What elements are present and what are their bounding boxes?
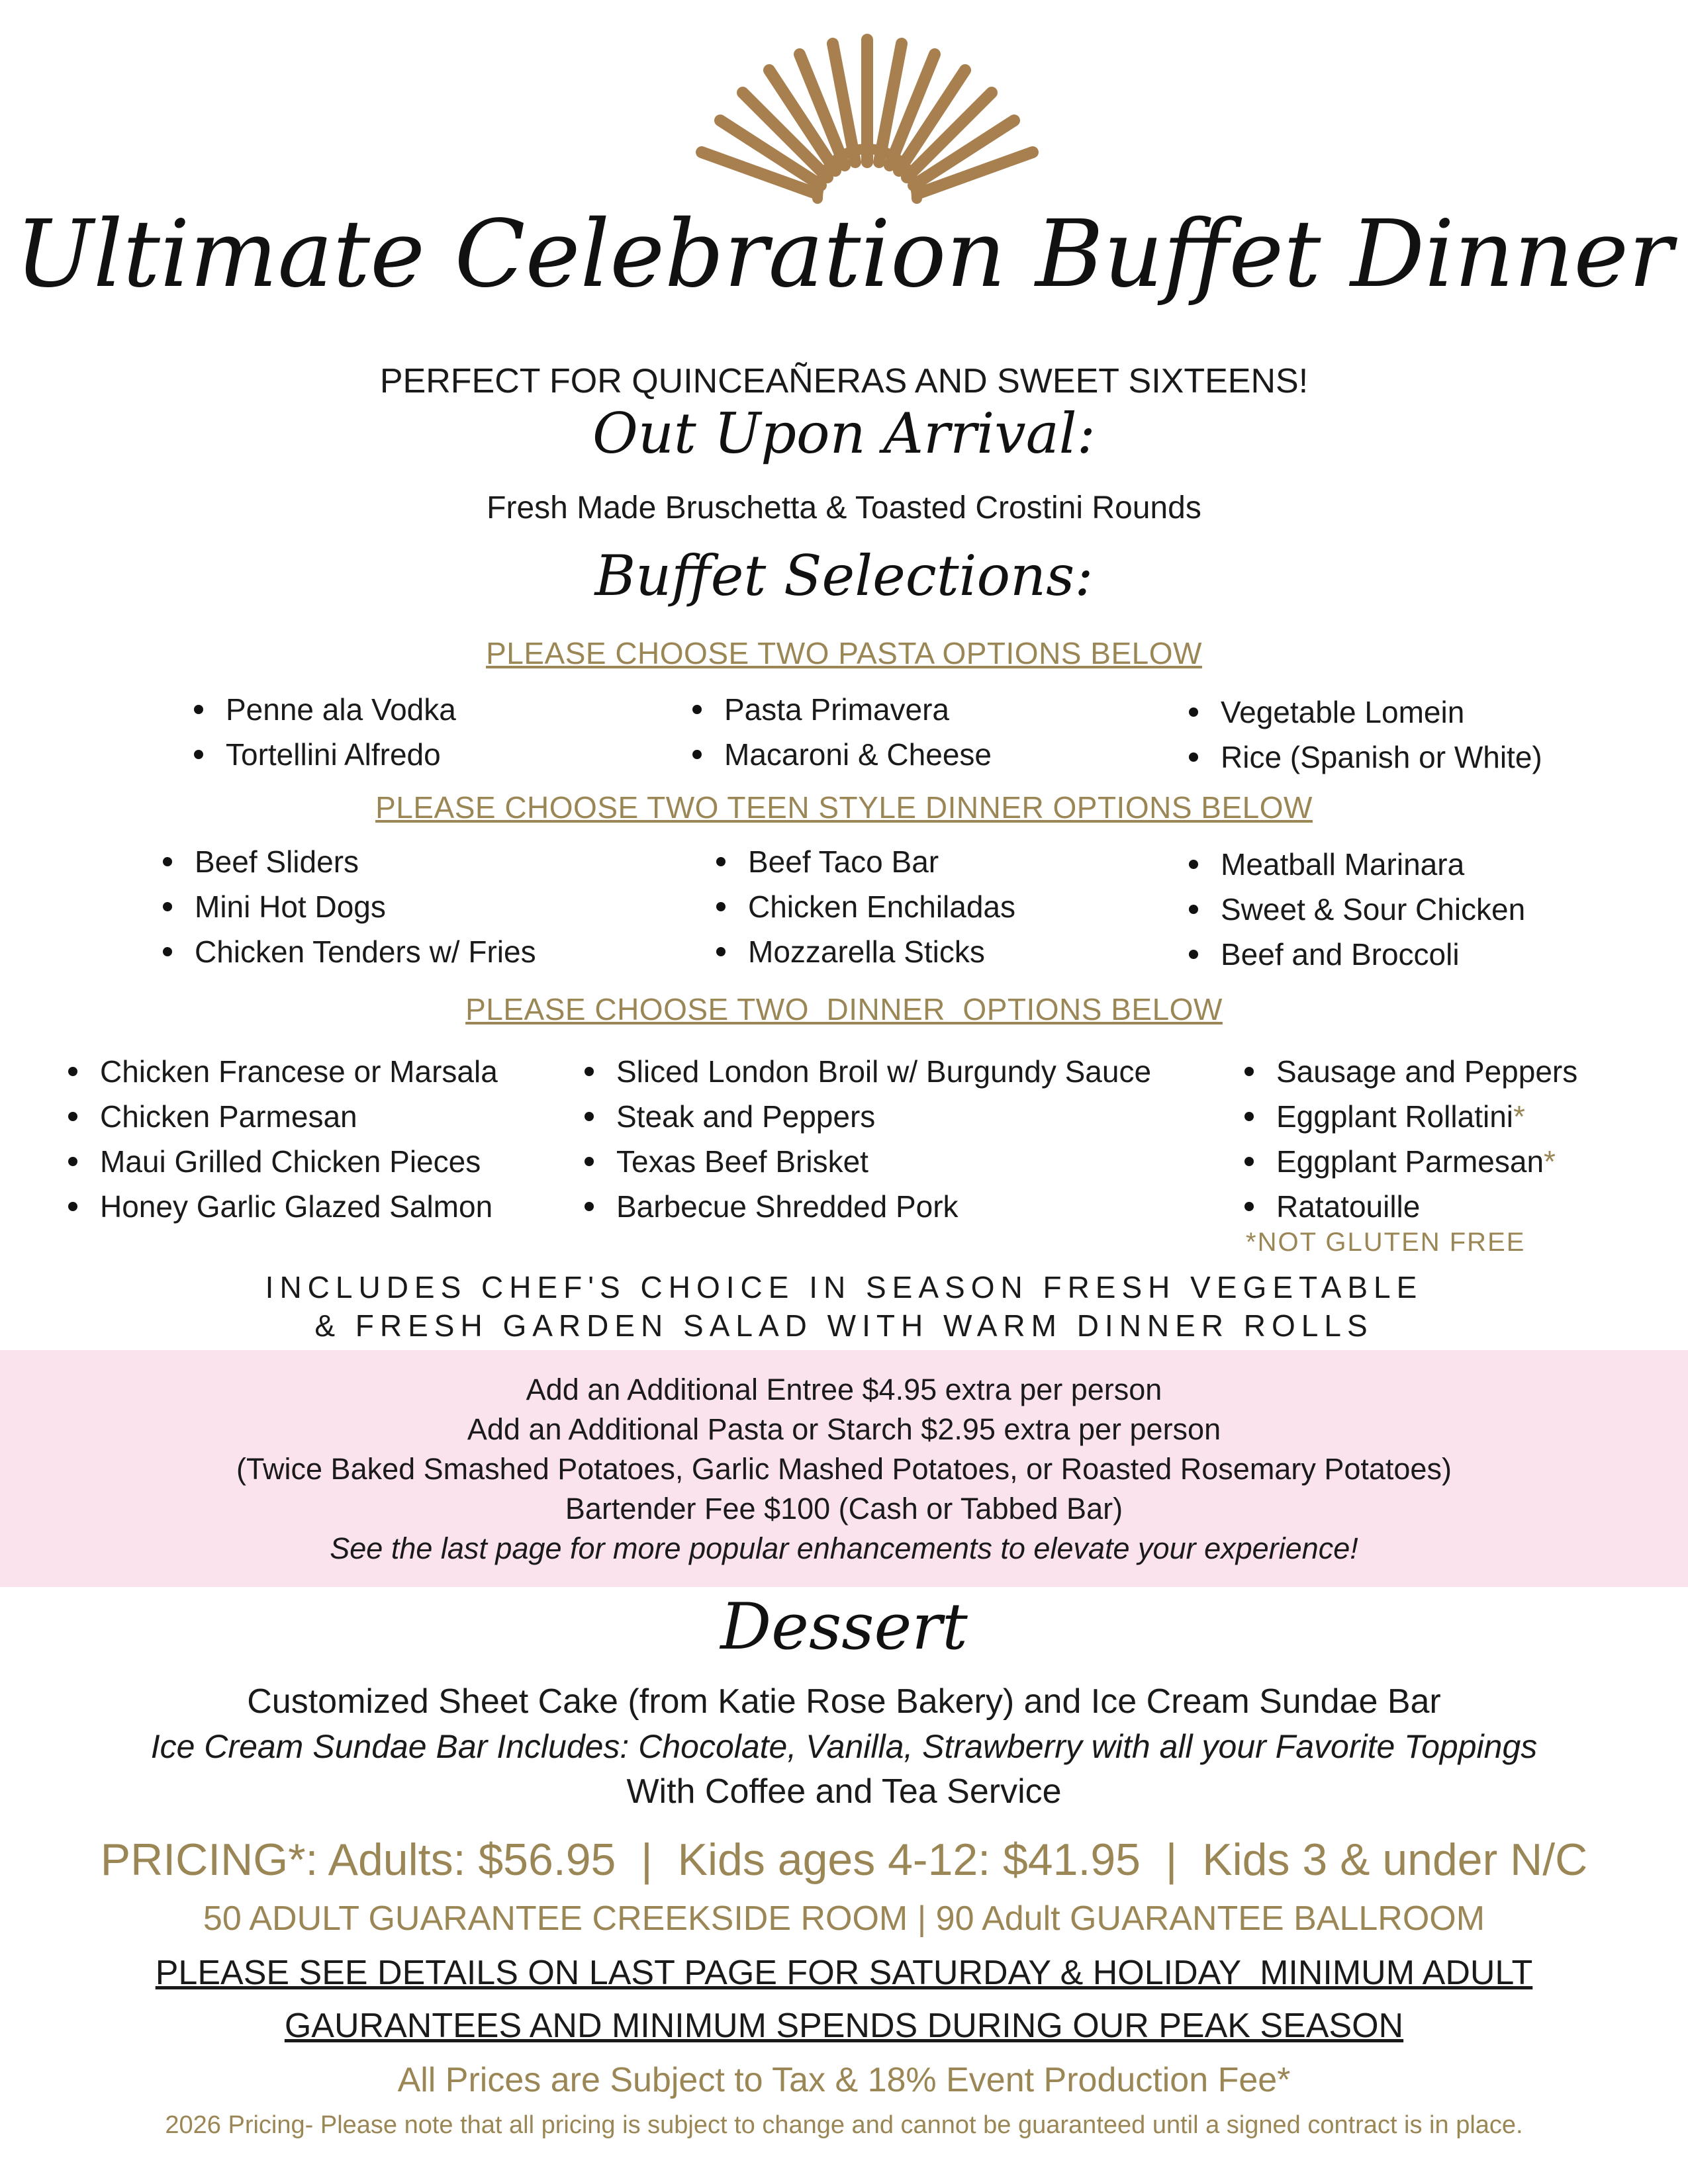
list-item: Steak and Peppers (579, 1094, 1151, 1139)
page-title: Ultimate Celebration Buffet Dinner (15, 201, 1673, 308)
buffet-heading: Buffet Selections: (594, 543, 1094, 608)
list-item: Sweet & Sour Chicken (1184, 887, 1525, 932)
list-item (1239, 1094, 1577, 1139)
teen-section-header: PLEASE CHOOSE TWO TEEN STYLE DINNER OPTIONS BELOW (375, 790, 1313, 825)
list-item-label: Eggplant Rollatini (1276, 1099, 1514, 1134)
list-item: Macaroni & Cheese (687, 732, 992, 777)
list-item: Barbecue Shredded Pork (579, 1184, 1151, 1229)
dinner-list-col2 (579, 1049, 1151, 1229)
pasta-section-header: PLEASE CHOOSE TWO PASTA OPTIONS BELOW (486, 636, 1202, 670)
list-item: Sliced London Broil w/ Burgundy Sauce (579, 1049, 1151, 1094)
dinner-section-header: PLEASE CHOOSE TWO DINNER OPTIONS BELOW (465, 992, 1223, 1026)
dinner-list-col1 (63, 1049, 498, 1229)
list-item: Pasta Primavera (687, 687, 992, 732)
arrival-text: Fresh Made Bruschetta & Toasted Crostini Rounds (487, 490, 1201, 525)
addons-band (0, 1350, 1688, 1587)
list-item: Chicken Tenders w/ Fries (158, 929, 536, 974)
addon-starch-options: (Twice Baked Smashed Potatoes, Garlic Mashed Potatoes, or Roasted Rosemary Potatoes) (236, 1452, 1452, 1486)
list-item: Tortellini Alfredo (189, 732, 456, 777)
addon-entree: Add an Additional Entree $4.95 extra per person (526, 1373, 1162, 1406)
list-item: Beef Taco Bar (711, 839, 1015, 884)
pricing-details-line-1: PLEASE SEE DETAILS ON LAST PAGE FOR SATURDAY & HOLIDAY MINIMUM ADULT (155, 1954, 1533, 1992)
list-item: Chicken Enchiladas (711, 884, 1015, 929)
list-item: Texas Beef Brisket (579, 1139, 1151, 1184)
sunburst-logo-icon (682, 26, 1053, 205)
list-item (1239, 1139, 1577, 1184)
list-item: Vegetable Lomein (1184, 690, 1542, 735)
list-item: Ratatouille (1239, 1184, 1577, 1229)
gluten-asterisk: * (1544, 1144, 1556, 1179)
dessert-line-2: Ice Cream Sundae Bar Includes: Chocolate, Vanilla, Strawberry with all your Favorite Toppings (150, 1728, 1538, 1765)
pasta-list-col3 (1184, 690, 1542, 780)
addon-starch: Add an Additional Pasta or Starch $2.95 extra per person (467, 1412, 1221, 1446)
pricing-guarantee: 50 ADULT GUARANTEE CREEKSIDE ROOM | 90 Adult GUARANTEE BALLROOM (203, 1899, 1485, 1938)
list-item: Maui Grilled Chicken Pieces (63, 1139, 498, 1184)
includes-line-2: & FRESH GARDEN SALAD WITH WARM DINNER ROLLS (314, 1308, 1374, 1343)
pasta-list-col2 (687, 687, 992, 777)
list-item: Sausage and Peppers (1239, 1049, 1577, 1094)
pricing-disclaimer: 2026 Pricing- Please note that all pricing is subject to change and cannot be guaranteed until a signed contract is in place. (165, 2111, 1523, 2139)
includes-line-1: INCLUDES CHEF'S CHOICE IN SEASON FRESH VEGETABLE (265, 1270, 1423, 1304)
list-item: Chicken Parmesan (63, 1094, 498, 1139)
list-item: Penne ala Vodka (189, 687, 456, 732)
teen-list-col2 (711, 839, 1015, 974)
list-item-label: Eggplant Parmesan (1276, 1144, 1544, 1179)
dessert-heading: Dessert (720, 1590, 968, 1664)
list-item: Meatball Marinara (1184, 842, 1525, 887)
gluten-note: *NOT GLUTEN FREE (1246, 1228, 1526, 1257)
arrival-heading: Out Upon Arrival: (592, 401, 1096, 466)
list-item: Mozzarella Sticks (711, 929, 1015, 974)
list-item: Honey Garlic Glazed Salmon (63, 1184, 498, 1229)
pricing-details-line-2: GAURANTEES AND MINIMUM SPENDS DURING OUR PEAK SEASON (284, 2007, 1404, 2045)
subtitle: PERFECT FOR QUINCEAÑERAS AND SWEET SIXTEENS! (379, 362, 1309, 400)
pasta-list-col1 (189, 687, 456, 777)
list-item: Beef and Broccoli (1184, 932, 1525, 977)
addon-bartender: Bartender Fee $100 (Cash or Tabbed Bar) (565, 1492, 1123, 1525)
list-item: Chicken Francese or Marsala (63, 1049, 498, 1094)
list-item: Mini Hot Dogs (158, 884, 536, 929)
teen-list-col1 (158, 839, 536, 974)
teen-list-col3 (1184, 842, 1525, 977)
gluten-asterisk: * (1513, 1099, 1525, 1134)
dessert-line-3: With Coffee and Tea Service (626, 1772, 1062, 1811)
pricing-main: PRICING*: Adults: $56.95 | Kids ages 4-12: $41.95 | Kids 3 & under N/C (100, 1835, 1588, 1885)
dinner-list-col3 (1239, 1049, 1577, 1229)
list-item: Beef Sliders (158, 839, 536, 884)
list-item: Rice (Spanish or White) (1184, 735, 1542, 780)
addon-enhancements-note: See the last page for more popular enhancements to elevate your experience! (330, 1531, 1358, 1565)
pricing-tax: All Prices are Subject to Tax & 18% Event Production Fee* (397, 2061, 1291, 2099)
dessert-line-1: Customized Sheet Cake (from Katie Rose Bakery) and Ice Cream Sundae Bar (247, 1682, 1441, 1721)
